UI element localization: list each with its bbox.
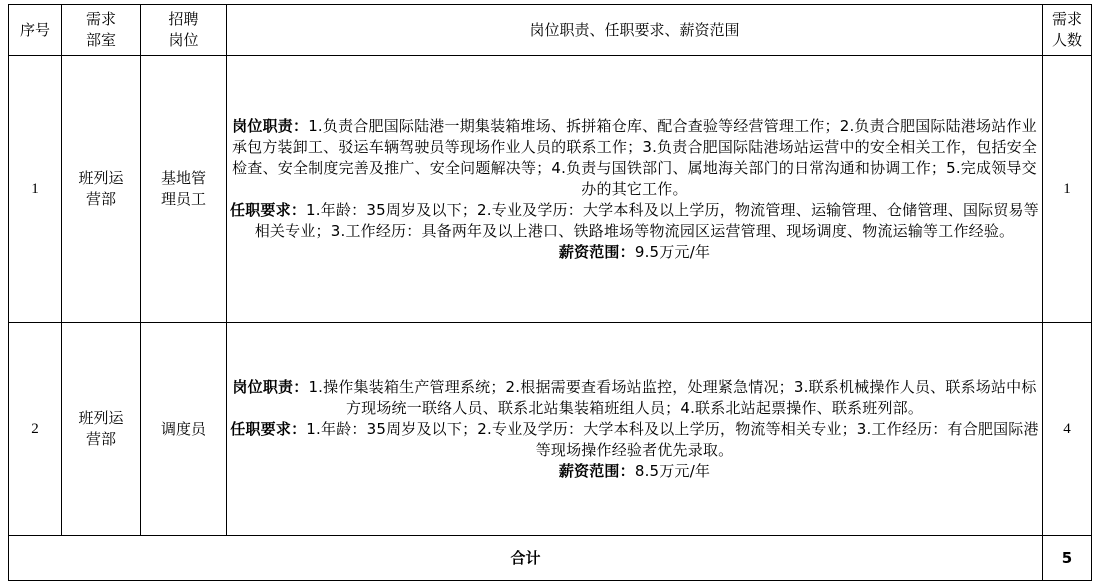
row-index: 2 [9, 323, 62, 536]
header-department: 需求部室 [62, 5, 141, 56]
row-position: 基地管理员工 [141, 56, 227, 323]
salary-text: 8.5万元/年 [634, 461, 711, 480]
requirements-block [227, 200, 1042, 242]
salary-label: 薪资范围： [558, 461, 635, 480]
total-row [9, 536, 1092, 581]
requirements-block [227, 419, 1042, 461]
duties-label: 岗位职责： [232, 116, 309, 135]
row-headcount: 4 [1043, 323, 1092, 536]
header-headcount: 需求人数 [1043, 5, 1092, 56]
salary-block [227, 461, 1042, 482]
header-row [9, 5, 1092, 56]
row-description [227, 56, 1043, 323]
recruitment-table [8, 4, 1092, 581]
requirements-text: 1.年龄：35周岁及以下；2.专业及学历：大学本科及以上学历，物流等相关专业；3.工作经历：有合肥国际港等现场操作经验者优先录取。 [306, 419, 1039, 459]
requirements-label: 任职要求： [230, 200, 307, 219]
total-value: 5 [1043, 536, 1092, 581]
row-department: 班列运营部 [62, 323, 141, 536]
total-label: 合计 [9, 536, 1043, 581]
duties-block [227, 377, 1042, 419]
table-row [9, 56, 1092, 323]
row-department: 班列运营部 [62, 56, 141, 323]
header-requirements: 岗位职责、任职要求、薪资范围 [227, 5, 1043, 56]
header-position: 招聘岗位 [141, 5, 227, 56]
duties-label: 岗位职责： [232, 377, 309, 396]
duties-block [227, 116, 1042, 200]
salary-label: 薪资范围： [558, 242, 635, 261]
row-description [227, 323, 1043, 536]
duties-text: 1.负责合肥国际陆港一期集装箱堆场、拆拼箱仓库、配合查验等经营管理工作；2.负责合肥国际陆港场站作业承包方装卸工、驳运车辆驾驶员等现场作业人员的联系工作；3.负责合肥国际陆港场站运营中的安全相关工作，包括安全检查、安全制度完善及推广、安全问题解决等；4.负责与国铁部门、属地海关部门的日常沟通和协调工作；5.完成领导交办的其它工作。 [231, 116, 1038, 198]
salary-text: 9.5万元/年 [634, 242, 711, 261]
row-index: 1 [9, 56, 62, 323]
salary-block [227, 242, 1042, 263]
table-row [9, 323, 1092, 536]
requirements-text: 1.年龄：35周岁及以下；2.专业及学历：大学本科及以上学历，物流管理、运输管理、仓储管理、国际贸易等相关专业；3.工作经历：具备两年及以上港口、铁路堆场等物流园区运营管理、现场调度、物流运输等工作经验。 [254, 200, 1039, 240]
requirements-label: 任职要求： [230, 419, 307, 438]
header-index: 序号 [9, 5, 62, 56]
duties-text: 1.操作集装箱生产管理系统；2.根据需要查看场站监控，处理紧急情况；3.联系机械操作人员、联系场站中标方现场统一联络人员、联系北站集装箱班组人员；4.联系北站起票操作、联系班列部。 [308, 377, 1037, 417]
row-position: 调度员 [141, 323, 227, 536]
row-headcount: 1 [1043, 56, 1092, 323]
